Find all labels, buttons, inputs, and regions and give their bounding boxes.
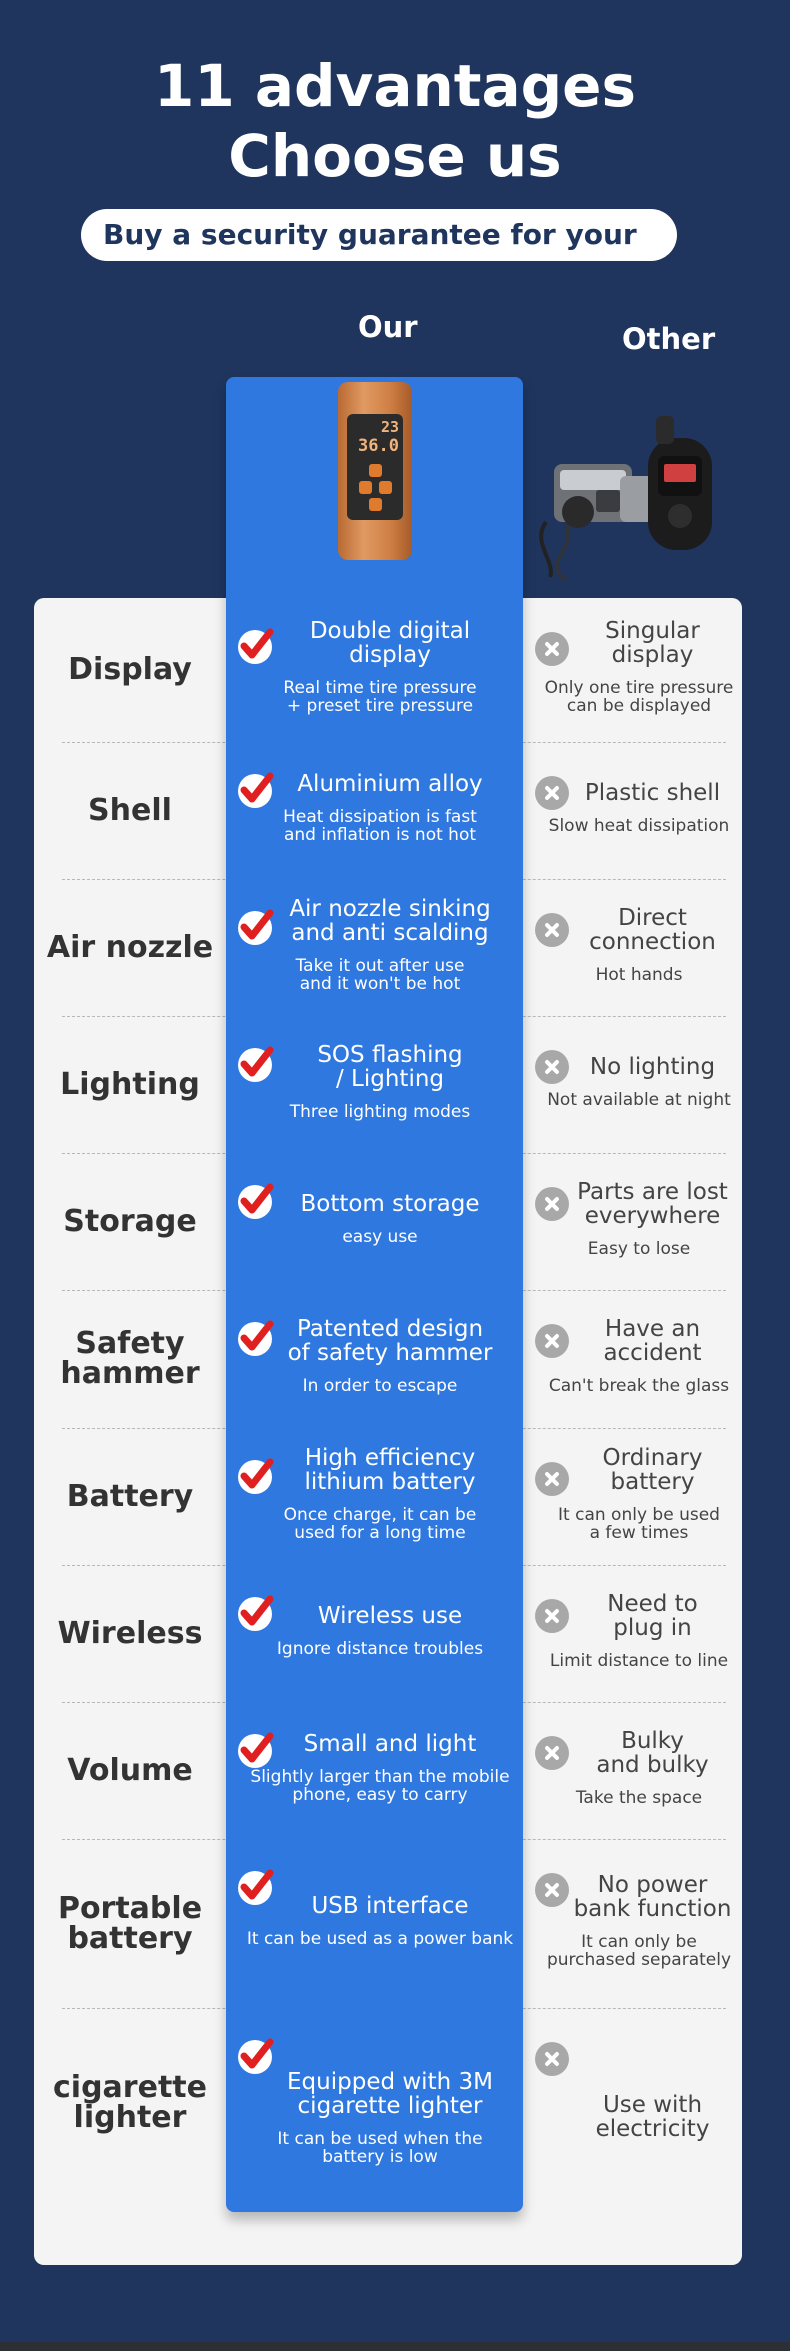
other-feature-title-line: bank function bbox=[573, 1895, 732, 1922]
our-feature-desc bbox=[244, 1930, 516, 1948]
row-category-line: lighter bbox=[73, 2100, 187, 2135]
subtitle-badge: Buy a security guarantee for your trip bbox=[81, 209, 677, 261]
cross-icon bbox=[535, 1736, 569, 1770]
other-feature-title-line: Ordinary bbox=[602, 1444, 703, 1471]
check-icon bbox=[238, 1322, 272, 1356]
row-category bbox=[34, 1752, 226, 1788]
row-category-line: cigarette bbox=[53, 2070, 207, 2105]
other-feature-title-line: plug in bbox=[613, 1614, 692, 1641]
row-category bbox=[34, 1326, 226, 1391]
our-feature-title bbox=[270, 1446, 510, 1494]
row-category-line: Safety bbox=[75, 1326, 185, 1361]
our-feature-desc-line: and it won't be hot bbox=[299, 973, 461, 994]
cross-icon bbox=[535, 1187, 569, 1221]
our-feature-desc-line: Once charge, it can be bbox=[283, 1504, 477, 1525]
pump-display-line1: 23 bbox=[380, 418, 399, 436]
other-feature-title-line: No lighting bbox=[589, 1053, 716, 1080]
cross-icon bbox=[535, 1873, 569, 1907]
our-feature-title-line: display bbox=[349, 642, 431, 668]
other-feature-desc bbox=[536, 1652, 742, 1670]
our-feature-title bbox=[270, 1043, 510, 1091]
our-feature-desc bbox=[244, 808, 516, 844]
our-feature-desc bbox=[244, 1768, 516, 1804]
other-feature-title bbox=[565, 1180, 740, 1228]
page-title-line2: Choose us bbox=[228, 122, 562, 190]
other-feature-title bbox=[565, 1592, 740, 1640]
other-feature-title-line: Plastic shell bbox=[584, 779, 721, 806]
other-feature-title bbox=[565, 1317, 740, 1365]
other-feature-title bbox=[565, 781, 740, 805]
other-feature-desc-line: Slow heat dissipation bbox=[548, 815, 730, 836]
our-feature-title-line: Bottom storage bbox=[300, 1190, 480, 1217]
other-feature-title-line: display bbox=[611, 642, 694, 668]
our-feature-desc-line: Ignore distance troubles bbox=[276, 1638, 484, 1659]
other-feature-title bbox=[565, 1055, 740, 1079]
other-feature-desc-line: Easy to lose bbox=[587, 1238, 691, 1259]
our-feature-desc-line: It can be used when the bbox=[277, 2129, 483, 2149]
our-feature-desc bbox=[244, 2130, 516, 2166]
our-feature-title bbox=[270, 2070, 510, 2118]
other-feature-title bbox=[565, 2093, 740, 2141]
row-category bbox=[34, 1203, 226, 1239]
other-feature-title bbox=[565, 906, 740, 954]
other-feature-title-line: Parts are lost bbox=[577, 1178, 728, 1205]
other-feature-desc-line: Not available at night bbox=[547, 1089, 731, 1110]
our-feature-desc-line: battery is low bbox=[322, 2147, 438, 2167]
other-feature-desc bbox=[536, 1091, 742, 1109]
other-pumps-image bbox=[536, 412, 726, 582]
pump-display-line2: 36.0 bbox=[358, 436, 399, 456]
other-feature-title-line: Direct bbox=[618, 904, 687, 931]
cross-icon bbox=[535, 1599, 569, 1633]
other-feature-desc bbox=[536, 1789, 742, 1807]
other-feature-desc-line: a few times bbox=[589, 1522, 689, 1543]
our-feature-desc bbox=[244, 1103, 516, 1121]
our-feature-desc-line: In order to escape bbox=[302, 1376, 458, 1396]
our-feature-title-line: Aluminium alloy bbox=[297, 770, 483, 797]
our-feature-desc-line: Slightly larger than the mobile bbox=[250, 1766, 510, 1787]
our-feature-title-line: Double digital bbox=[309, 618, 471, 644]
our-feature-title-line: of safety hammer bbox=[287, 1340, 493, 1366]
page-title-line1: 11 advantages bbox=[153, 52, 637, 120]
check-icon bbox=[238, 1185, 272, 1219]
row-category-line: Storage bbox=[63, 1203, 197, 1239]
row-category bbox=[34, 1890, 226, 1956]
our-feature-desc-line: Real time tire pressure bbox=[283, 678, 477, 698]
other-feature-desc-line: Can't break the glass bbox=[548, 1376, 730, 1396]
cross-icon bbox=[535, 2042, 569, 2076]
other-feature-title-line: electricity bbox=[595, 2116, 710, 2142]
other-feature-desc-line: purchased separately bbox=[546, 1949, 732, 1970]
other-feature-title-line: accident bbox=[603, 1340, 702, 1366]
our-feature-desc-line: Heat dissipation is fast bbox=[283, 806, 477, 827]
check-icon bbox=[238, 1871, 272, 1905]
cross-icon bbox=[535, 1324, 569, 1358]
row-category bbox=[34, 2070, 226, 2135]
check-icon bbox=[238, 774, 272, 808]
cross-icon bbox=[535, 776, 569, 810]
row-category-line: Lighting bbox=[60, 1066, 200, 1102]
other-feature-title-line: Need to bbox=[607, 1590, 698, 1617]
our-feature-desc-line: easy use bbox=[342, 1226, 418, 1247]
cross-icon bbox=[535, 1462, 569, 1496]
our-feature-desc-line: It can be used as a power bank bbox=[246, 1928, 514, 1949]
other-feature-title-line: connection bbox=[589, 928, 716, 955]
other-feature-title-line: everywhere bbox=[584, 1202, 721, 1229]
other-feature-desc-line: It can only be bbox=[581, 1931, 697, 1952]
other-feature-title bbox=[565, 619, 740, 667]
other-feature-desc bbox=[536, 1933, 742, 1969]
row-category-line: hammer bbox=[60, 1356, 200, 1391]
check-icon bbox=[238, 630, 272, 664]
our-feature-title-line: / Lighting bbox=[335, 1065, 445, 1092]
our-feature-title bbox=[270, 619, 510, 667]
our-feature-desc bbox=[244, 1640, 516, 1658]
our-feature-desc-line: used for a long time bbox=[294, 1522, 466, 1543]
other-feature-desc-line: Take the space bbox=[575, 1787, 703, 1808]
our-feature-desc-line: phone, easy to carry bbox=[292, 1784, 468, 1805]
other-column-header: Other bbox=[622, 322, 716, 356]
our-feature-desc bbox=[244, 1506, 516, 1542]
other-feature-title-line: No power bbox=[597, 1871, 708, 1898]
pump-display bbox=[347, 414, 403, 520]
our-column-header: Our bbox=[358, 310, 418, 344]
row-category bbox=[34, 1066, 226, 1102]
other-feature-title bbox=[565, 1446, 740, 1494]
our-feature-title bbox=[270, 1192, 510, 1216]
other-feature-desc-line: Limit distance to line bbox=[549, 1650, 729, 1671]
row-category-line: Volume bbox=[67, 1752, 193, 1788]
other-feature-title-line: Bulky bbox=[621, 1727, 684, 1754]
other-feature-desc bbox=[536, 1506, 742, 1542]
our-feature-title bbox=[270, 1604, 510, 1628]
other-feature-desc-line: It can only be used bbox=[558, 1504, 720, 1525]
other-feature-title bbox=[565, 1729, 740, 1777]
check-icon bbox=[238, 911, 272, 945]
our-feature-title-line: Wireless use bbox=[317, 1602, 463, 1629]
our-feature-title-line: High efficiency bbox=[304, 1444, 476, 1471]
our-feature-desc bbox=[244, 1377, 516, 1395]
row-category-line: Battery bbox=[66, 1478, 194, 1514]
row-category bbox=[34, 1478, 226, 1514]
cross-icon bbox=[535, 632, 569, 666]
other-feature-desc bbox=[536, 679, 742, 715]
our-feature-desc-line: Three lighting modes bbox=[289, 1101, 471, 1122]
cross-icon bbox=[535, 913, 569, 947]
check-icon bbox=[238, 1734, 272, 1768]
our-feature-desc-line: Take it out after use bbox=[295, 955, 465, 976]
other-feature-title-line: Use with bbox=[602, 2092, 703, 2118]
row-category-line: battery bbox=[67, 1920, 193, 1956]
our-air-pump-image bbox=[338, 382, 412, 560]
row-category bbox=[34, 1615, 226, 1651]
other-feature-desc bbox=[536, 1240, 742, 1258]
our-feature-desc bbox=[244, 1228, 516, 1246]
our-feature-title-line: and anti scalding bbox=[291, 919, 489, 946]
our-feature-title-line: USB interface bbox=[311, 1892, 469, 1919]
row-category-line: Shell bbox=[88, 792, 172, 828]
other-feature-title-line: Have an bbox=[604, 1316, 701, 1342]
check-icon bbox=[238, 1597, 272, 1631]
row-category-line: Air nozzle bbox=[46, 929, 214, 965]
row-category-line: Display bbox=[68, 652, 192, 687]
our-feature-title-line: Air nozzle sinking bbox=[289, 895, 491, 922]
check-icon bbox=[238, 1460, 272, 1494]
our-feature-desc bbox=[244, 679, 516, 715]
our-feature-title bbox=[270, 1894, 510, 1918]
other-feature-title-line: and bulky bbox=[596, 1751, 709, 1778]
our-feature-title bbox=[270, 772, 510, 796]
other-feature-desc bbox=[536, 817, 742, 835]
our-feature-desc-line: and inflation is not hot bbox=[283, 824, 477, 845]
our-feature-desc-line: + preset tire pressure bbox=[286, 696, 474, 716]
other-feature-desc-line: can be displayed bbox=[566, 696, 712, 716]
other-feature-desc bbox=[536, 1377, 742, 1395]
our-feature-title-line: Small and light bbox=[303, 1730, 477, 1757]
check-icon bbox=[238, 2040, 272, 2074]
bottom-strip bbox=[0, 2342, 790, 2351]
other-feature-desc-line: Hot hands bbox=[595, 964, 683, 985]
our-feature-desc bbox=[244, 957, 516, 993]
other-feature-title-line: battery bbox=[610, 1468, 695, 1495]
row-category-line: Wireless bbox=[57, 1615, 203, 1651]
check-icon bbox=[238, 1048, 272, 1082]
our-feature-title-line: Patented design bbox=[296, 1316, 484, 1342]
other-feature-title-line: Singular bbox=[605, 618, 700, 644]
our-feature-title-line: Equipped with 3M bbox=[287, 2069, 493, 2095]
our-feature-title bbox=[270, 1732, 510, 1756]
other-feature-desc-line: Only one tire pressure bbox=[544, 678, 734, 698]
our-feature-title-line: SOS flashing bbox=[317, 1041, 463, 1068]
our-feature-title-line: cigarette lighter bbox=[297, 2093, 483, 2119]
row-category-line: Portable bbox=[57, 1890, 203, 1926]
pump-buttons bbox=[359, 464, 391, 512]
row-category bbox=[34, 652, 226, 687]
row-category bbox=[34, 929, 226, 965]
cross-icon bbox=[535, 1050, 569, 1084]
our-feature-title-line: lithium battery bbox=[304, 1468, 476, 1495]
our-feature-title bbox=[270, 897, 510, 945]
other-feature-title bbox=[565, 1873, 740, 1921]
row-category bbox=[34, 792, 226, 828]
our-feature-title bbox=[270, 1317, 510, 1365]
other-feature-desc bbox=[536, 966, 742, 984]
